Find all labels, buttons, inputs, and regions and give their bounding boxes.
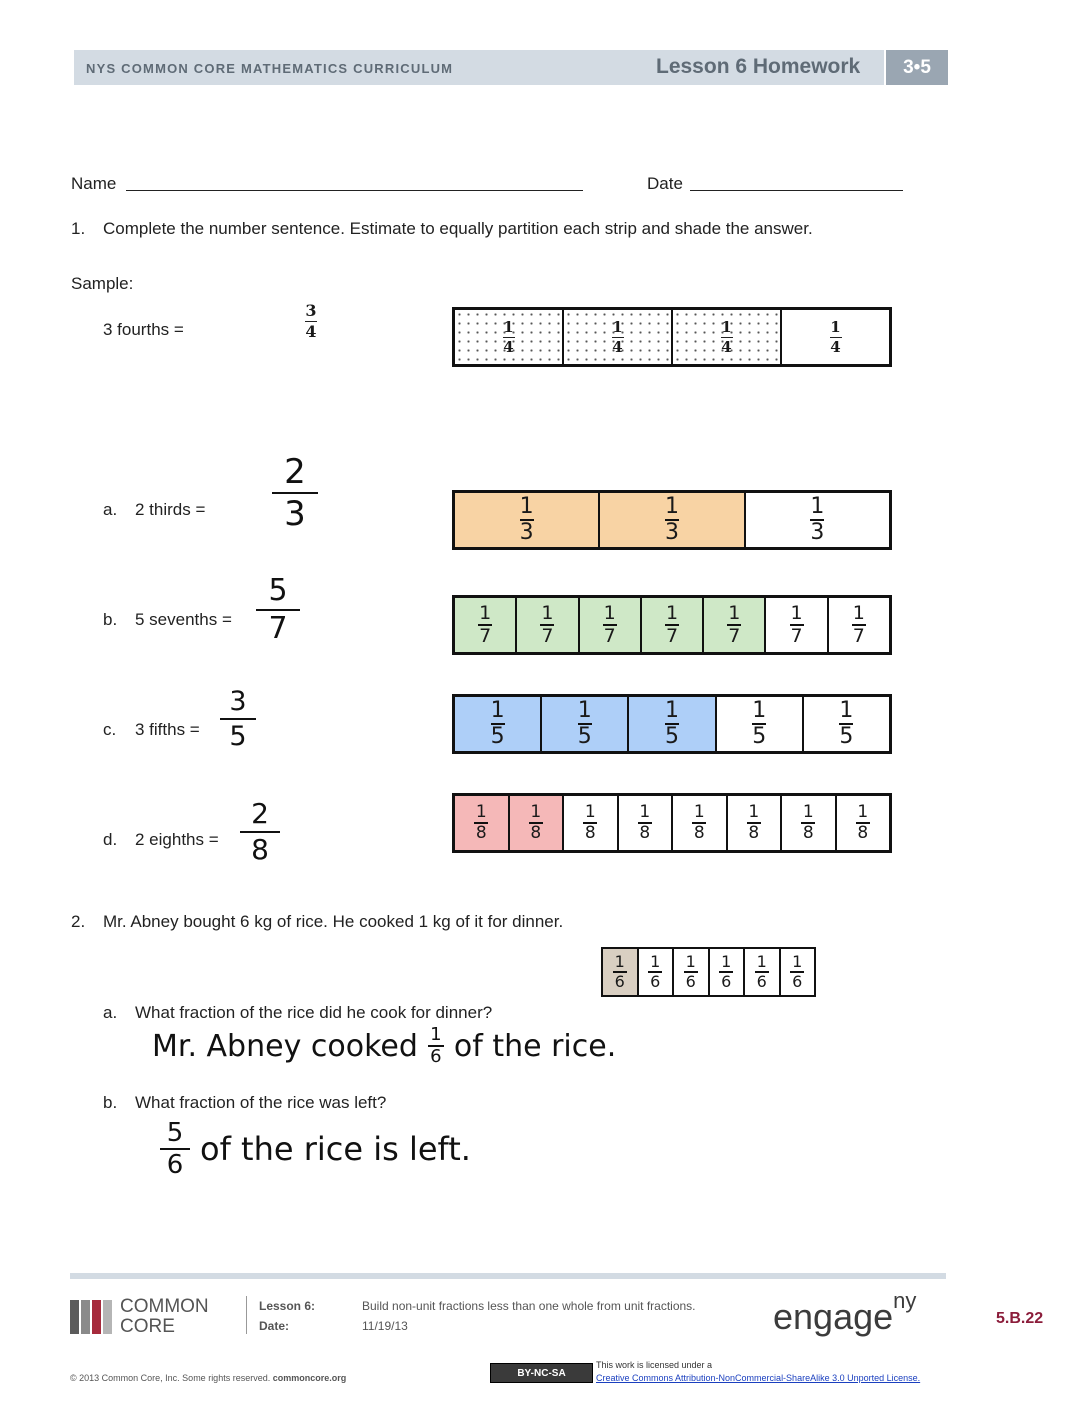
strip-cell-shaded[interactable]: [603, 949, 639, 995]
strip-cell-shaded[interactable]: [673, 310, 782, 364]
strip-cell[interactable]: [710, 949, 746, 995]
q2b-answer-den: 6: [166, 1150, 184, 1180]
q2a-letter: a.: [103, 1003, 118, 1022]
unit-fraction-label: [852, 604, 866, 646]
unit-fraction-den: 7: [479, 625, 492, 647]
q1c-strip[interactable]: [452, 694, 892, 754]
unit-fraction-den: 8: [639, 823, 651, 843]
q1d-text: 2 eighths =: [135, 830, 219, 849]
sample-answer: [305, 303, 317, 340]
unit-fraction-den: 8: [475, 823, 487, 843]
unit-fraction-num: 1: [639, 802, 651, 822]
fraction-bar: [220, 718, 256, 720]
footer-rule: [70, 1273, 946, 1279]
strip-cell[interactable]: [837, 796, 890, 850]
strip-cell[interactable]: [673, 796, 728, 850]
strip-cell-shaded[interactable]: [704, 598, 766, 652]
unit-fraction-label: [520, 496, 534, 544]
unit-fraction-den: 6: [721, 972, 732, 991]
q2-number: 2.: [71, 912, 86, 931]
footer-date-label: Date:: [259, 1319, 290, 1333]
unit-fraction-label: [529, 804, 543, 842]
logo-bar: [92, 1300, 101, 1334]
logo-line2: CORE: [120, 1316, 175, 1337]
strip-cell[interactable]: [766, 598, 828, 652]
strip-cell[interactable]: [829, 598, 889, 652]
engageny-logo: [773, 1288, 917, 1338]
strip-cell-shaded[interactable]: [455, 697, 542, 751]
strip-cell[interactable]: [782, 310, 889, 364]
unit-fraction-label: [727, 604, 741, 646]
q2b-letter: b.: [103, 1093, 118, 1112]
unit-fraction-num: 1: [752, 698, 767, 723]
q2a-answer-fraction: [428, 1026, 444, 1066]
unit-fraction-num: 1: [664, 494, 679, 519]
unit-fraction-label: [612, 317, 624, 356]
unit-fraction-den: 7: [665, 625, 679, 647]
unit-fraction-den: 4: [830, 337, 841, 356]
strip-cell[interactable]: [619, 796, 674, 850]
q1d-answer: [240, 797, 280, 866]
strip-cell-shaded[interactable]: [600, 493, 745, 547]
q1c-text: 3 fifths =: [135, 720, 200, 739]
q1a-answer-den: 3: [284, 494, 306, 534]
unit-fraction-num: 1: [748, 802, 760, 822]
unit-fraction-num: 1: [603, 602, 616, 624]
logo-bar: [103, 1300, 112, 1334]
page-code: 5.B.22: [996, 1310, 1044, 1327]
q1d-letter: d.: [103, 830, 118, 849]
strip-cell-shaded[interactable]: [542, 697, 629, 751]
q1a-answer-num: 2: [284, 452, 306, 492]
unit-fraction-label: [478, 604, 492, 646]
strip-cell[interactable]: [746, 493, 889, 547]
q1b-answer-num: 5: [268, 573, 288, 608]
unit-fraction-num: 1: [665, 698, 679, 723]
q1d-answer-den: 8: [251, 833, 269, 866]
cc-badge-label: BY-NC-SA: [517, 1367, 566, 1379]
unit-fraction-den: 7: [603, 625, 616, 647]
unit-fraction-label: [665, 604, 679, 646]
name-label: Name: [71, 174, 117, 193]
unit-fraction-num: 1: [519, 494, 534, 519]
q1c-letter: c.: [103, 720, 117, 739]
copyright: [70, 1373, 346, 1383]
q1-prompt: Complete the number sentence. Estimate to equally partition each strip and shade the answer.: [103, 219, 813, 238]
cc-license-badge[interactable]: [490, 1363, 593, 1383]
unit-fraction-den: 6: [756, 972, 767, 991]
unit-fraction-label: [613, 954, 627, 990]
unit-fraction-num: 1: [756, 952, 767, 971]
logo-line1: COMMON: [120, 1296, 209, 1317]
unit-fraction-den: 6: [792, 972, 803, 991]
q2a-answer-post: of the rice.: [453, 1028, 617, 1064]
unit-fraction-label: [747, 804, 761, 842]
q1b-answer-den: 7: [268, 611, 288, 646]
sample-label: Sample:: [71, 274, 134, 293]
unit-fraction-label: [684, 954, 698, 990]
unit-fraction-label: [665, 496, 679, 544]
footer-lesson-label: Lesson 6:: [259, 1299, 316, 1313]
strip-cell-shaded[interactable]: [580, 598, 642, 652]
q2a-answer-den: 6: [430, 1046, 442, 1067]
unit-fraction-num: 1: [839, 698, 854, 723]
strip-cell-shaded[interactable]: [455, 310, 564, 364]
unit-fraction-label: [752, 700, 766, 748]
unit-fraction-label: [638, 804, 652, 842]
q1b-strip[interactable]: [452, 595, 892, 655]
q2b-answer-post: of the rice is left.: [200, 1130, 471, 1168]
strip-cell-shaded[interactable]: [455, 796, 510, 850]
unit-fraction-num: 1: [830, 317, 841, 336]
unit-fraction-den: 5: [752, 724, 767, 749]
unit-fraction-den: 8: [857, 823, 869, 843]
q1a-strip[interactable]: [452, 490, 892, 550]
unit-fraction-den: 3: [664, 520, 679, 545]
sample-answer-den: 4: [305, 322, 317, 341]
strip-cell[interactable]: [674, 949, 710, 995]
unit-fraction-num: 1: [802, 802, 814, 822]
unit-fraction-den: 5: [577, 724, 592, 749]
logo-text: [120, 1297, 209, 1337]
strip-cell-shaded[interactable]: [629, 697, 716, 751]
lesson-title: Lesson 6 Homework: [656, 55, 861, 78]
q1a-answer: [272, 452, 318, 534]
footer-divider: [246, 1296, 247, 1334]
unit-fraction-den: 6: [650, 972, 661, 991]
unit-fraction-label: [839, 700, 853, 748]
sample-answer-num: 3: [305, 301, 317, 320]
strip-cell[interactable]: [804, 697, 889, 751]
unit-fraction-num: 1: [721, 952, 732, 971]
strip-cell-shaded[interactable]: [564, 310, 673, 364]
unit-fraction-num: 1: [792, 952, 803, 971]
unit-fraction-num: 1: [614, 952, 625, 971]
unit-fraction-num: 1: [612, 317, 623, 336]
unit-fraction-den: 8: [530, 823, 542, 843]
unit-fraction-den: 4: [721, 337, 732, 356]
unit-fraction-den: 7: [541, 625, 554, 647]
strip-cell[interactable]: [781, 949, 815, 995]
engage-text: engage: [773, 1296, 894, 1337]
curriculum-title: NYS COMMON CORE MATHEMATICS CURRICULUM: [86, 61, 454, 76]
unit-fraction-den: 8: [748, 823, 760, 843]
q1b-letter: b.: [103, 610, 118, 629]
q2-prompt: Mr. Abney bought 6 kg of rice. He cooked 1 kg of it for dinner.: [103, 912, 564, 931]
strip-cell[interactable]: [745, 949, 781, 995]
unit-fraction-den: 5: [490, 724, 505, 749]
unit-fraction-num: 1: [577, 698, 592, 723]
unit-fraction-num: 1: [584, 802, 596, 822]
strip-cell-shaded[interactable]: [510, 796, 565, 850]
footer-lesson-value: Build non-unit fractions less than one whole from unit fractions.: [362, 1299, 696, 1313]
q2b-answer: [160, 1120, 471, 1178]
unit-fraction-label: [648, 954, 662, 990]
q2a-answer-num: 1: [430, 1024, 442, 1045]
unit-fraction-den: 8: [802, 823, 814, 843]
license-link[interactable]: Creative Commons Attribution-NonCommercial-ShareAlike 3.0 Unported License.: [596, 1373, 921, 1383]
footer-date-value: 11/19/13: [362, 1319, 408, 1333]
q1c-answer-num: 3: [229, 686, 247, 717]
unit-fraction-num: 1: [852, 602, 865, 624]
unit-fraction-label: [801, 804, 815, 842]
unit-fraction-den: 4: [612, 337, 623, 356]
date-field[interactable]: [690, 190, 903, 191]
strip-cell[interactable]: [564, 796, 619, 850]
q2a-answer-pre: Mr. Abney cooked: [152, 1028, 418, 1064]
unit-fraction-den: 7: [790, 625, 803, 647]
unit-fraction-den: 7: [728, 625, 741, 647]
unit-fraction-den: 5: [839, 724, 854, 749]
unit-fraction-label: [540, 604, 554, 646]
q2-strip[interactable]: [601, 947, 816, 997]
unit-fraction-label: [790, 604, 804, 646]
unit-fraction-label: [665, 700, 679, 748]
q1c-answer-den: 5: [229, 721, 247, 752]
unit-fraction-num: 1: [857, 802, 869, 822]
unit-fraction-label: [692, 804, 706, 842]
strip-cell[interactable]: [728, 796, 783, 850]
unit-fraction-num: 1: [721, 317, 732, 336]
logo-bar: [81, 1300, 90, 1334]
q2b-answer-fraction: [160, 1120, 190, 1178]
date-label: Date: [647, 174, 683, 193]
unit-fraction-num: 1: [810, 494, 825, 519]
name-field[interactable]: [126, 190, 583, 191]
strip-cell[interactable]: [717, 697, 804, 751]
q1d-answer-num: 2: [251, 797, 269, 830]
commoncore-link[interactable]: commoncore.org: [272, 1373, 347, 1383]
q2a-question: What fraction of the rice did he cook for dinner?: [135, 1003, 493, 1022]
unit-fraction-num: 1: [693, 802, 705, 822]
unit-fraction-num: 1: [479, 602, 492, 624]
q1c-answer: [220, 688, 256, 750]
q1a-letter: a.: [103, 500, 118, 519]
unit-fraction-num: 1: [541, 602, 554, 624]
strip-cell-shaded[interactable]: [455, 493, 600, 547]
strip-cell-shaded[interactable]: [517, 598, 579, 652]
unit-fraction-label: [583, 804, 597, 842]
common-core-logo-icon: [70, 1300, 114, 1334]
unit-fraction-label: [578, 700, 592, 748]
module-badge: 3•5: [886, 50, 948, 85]
engage-sup: ny: [893, 1288, 917, 1313]
unit-fraction-num: 1: [475, 802, 487, 822]
unit-fraction-den: 6: [685, 972, 696, 991]
q2b-question: What fraction of the rice was left?: [135, 1093, 387, 1112]
unit-fraction-label: [474, 804, 488, 842]
unit-fraction-num: 1: [665, 602, 679, 624]
unit-fraction-label: [755, 954, 769, 990]
common-core-logo: [70, 1297, 209, 1337]
q1a-text: 2 thirds =: [135, 500, 206, 519]
strip-cell[interactable]: [782, 796, 837, 850]
q1b-answer: [256, 573, 300, 646]
unit-fraction-label: [491, 700, 505, 748]
unit-fraction-label: [856, 804, 870, 842]
unit-fraction-label: [719, 954, 733, 990]
unit-fraction-label: [503, 317, 515, 356]
unit-fraction-label: [810, 496, 824, 544]
q1-number: 1.: [71, 219, 86, 238]
unit-fraction-den: 6: [614, 972, 625, 991]
unit-fraction-label: [790, 954, 804, 990]
unit-fraction-den: 8: [584, 823, 596, 843]
unit-fraction-label: [830, 317, 842, 356]
strip-cell[interactable]: [639, 949, 675, 995]
unit-fraction-den: 5: [665, 724, 679, 749]
sample-strip: [452, 307, 892, 367]
unit-fraction-num: 1: [490, 698, 505, 723]
unit-fraction-den: 8: [693, 823, 705, 843]
strip-cell-shaded[interactable]: [455, 598, 517, 652]
unit-fraction-den: 3: [519, 520, 534, 545]
unit-fraction-num: 1: [728, 602, 741, 624]
unit-fraction-num: 1: [530, 802, 542, 822]
unit-fraction-den: 4: [503, 337, 514, 356]
unit-fraction-num: 1: [503, 317, 514, 336]
strip-cell-shaded[interactable]: [642, 598, 704, 652]
q2b-answer-num: 5: [166, 1118, 184, 1148]
license-text: This work is licensed under a: [596, 1360, 713, 1370]
unit-fraction-num: 1: [685, 952, 696, 971]
q1d-strip[interactable]: [452, 793, 892, 853]
unit-fraction-label: [603, 604, 617, 646]
unit-fraction-label: [721, 317, 733, 356]
copyright-text: © 2013 Common Core, Inc. Some rights reserved.: [70, 1373, 271, 1383]
sample-text: 3 fourths =: [103, 320, 184, 339]
q2a-answer: [152, 1026, 616, 1066]
logo-bar: [70, 1300, 79, 1334]
unit-fraction-den: 3: [810, 520, 825, 545]
unit-fraction-num: 1: [650, 952, 661, 971]
unit-fraction-num: 1: [790, 602, 803, 624]
unit-fraction-den: 7: [852, 625, 865, 647]
q1b-text: 5 sevenths =: [135, 610, 232, 629]
